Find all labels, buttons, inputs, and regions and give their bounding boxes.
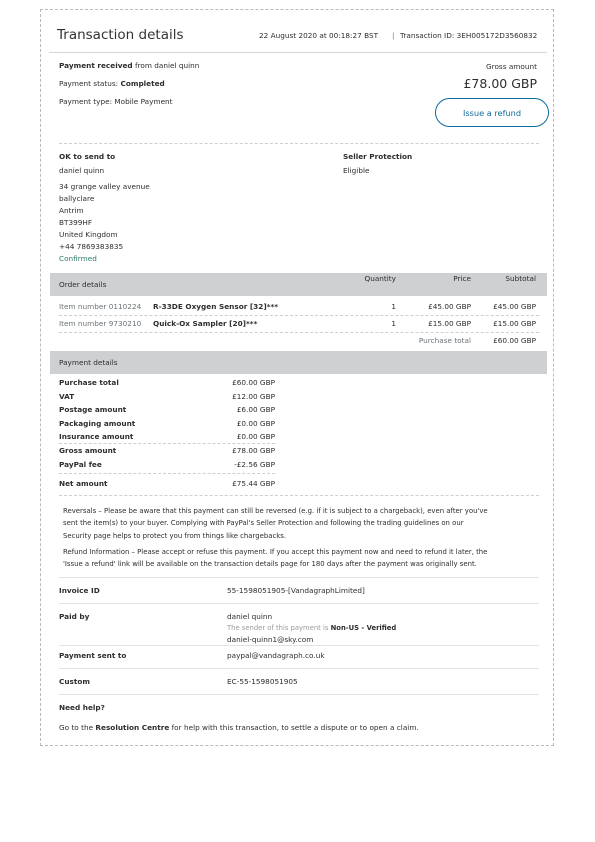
payment-received — [59, 61, 199, 70]
paid-by-note — [227, 624, 396, 632]
row-divider — [59, 332, 539, 333]
header-separator: | — [392, 31, 395, 40]
help-text-suffix: for help with this transaction, to settle a dispute or to open a claim. — [169, 723, 419, 732]
detail-label: PayPal fee — [59, 460, 102, 469]
payment-details-heading: Payment details — [59, 358, 118, 367]
address-status: Confirmed — [59, 254, 97, 263]
transaction-datetime: 22 August 2020 at 00:18:27 BST — [259, 31, 379, 40]
need-help-heading: Need help? — [59, 703, 105, 712]
payment-received-label: Payment received — [59, 61, 133, 70]
gross-amount-label: Gross amount — [485, 62, 537, 71]
detail-value: £75.44 GBP — [232, 479, 275, 488]
order-details-heading: Order details — [59, 280, 107, 289]
detail-label: Postage amount — [59, 405, 127, 414]
refund-note — [63, 546, 487, 571]
paid-by-email: daniel-quinn1@sky.com — [227, 635, 314, 644]
paid-by-note-prefix: The sender of this payment is — [227, 624, 331, 632]
col-price: Price — [453, 274, 471, 283]
subtotal-divider — [59, 443, 275, 444]
custom-label: Custom — [59, 677, 90, 686]
note-line: 'Issue a refund' link will be available on the transaction details page for 180 days after the payment was originally sent. — [63, 560, 477, 569]
detail-value: £12.00 GBP — [232, 392, 275, 401]
seller-protection-heading: Seller Protection — [343, 152, 413, 161]
note-line: Refund Information – Please accept or refuse this payment. If you accept this payment now and need to refund it later, the — [63, 548, 488, 556]
issue-refund-button[interactable]: Issue a refund — [435, 98, 549, 127]
item-name: R-33DE Oxygen Sensor [32]*** — [153, 302, 279, 311]
phone-number: +44 7869383835 — [59, 242, 124, 251]
row-divider — [59, 315, 539, 316]
item-number: Item number 0110224 — [59, 302, 142, 311]
detail-value: £0.00 GBP — [236, 419, 275, 428]
item-price: £15.00 GBP — [428, 319, 471, 328]
ship-to-name: daniel quinn — [59, 166, 105, 175]
payment-type-value: Mobile Payment — [114, 97, 173, 106]
detail-value: £6.00 GBP — [236, 405, 275, 414]
note-line: Security page helps to protect you from things like chargebacks. — [63, 531, 287, 540]
detail-label: Purchase total — [59, 378, 119, 387]
item-name: Quick-Ox Sampler [20]*** — [153, 319, 258, 328]
verification-status: Non-US - Verified — [330, 624, 397, 632]
note-line: sent the item(s) to your buyer. Complying with PayPal's Seller Protection and following the trading guidelines on our — [63, 519, 464, 528]
page-title: Transaction details — [57, 27, 184, 43]
address-line: BT399HF — [59, 218, 93, 227]
header-divider — [49, 52, 547, 53]
detail-label: Packaging amount — [59, 419, 136, 428]
item-subtotal: £15.00 GBP — [493, 319, 536, 328]
reversals-note — [63, 505, 488, 542]
seller-protection-value: Eligible — [343, 166, 370, 175]
address-line: United Kingdom — [59, 230, 118, 239]
payment-sent-to-value: paypal@vandagraph.co.uk — [227, 651, 325, 660]
address-line: ballyclare — [59, 194, 95, 203]
order-details-header — [50, 273, 547, 296]
detail-label: VAT — [59, 392, 75, 401]
note-line: Reversals – Please be aware that this payment can still be reversed (e.g. if it is subject to a chargeback), even after you've — [63, 507, 488, 515]
detail-label: Net amount — [59, 479, 108, 488]
invoice-id-value: 55-1598051905-[VandagraphLimited] — [227, 586, 365, 595]
detail-value: £0.00 GBP — [236, 432, 275, 441]
item-number: Item number 9730210 — [59, 319, 142, 328]
transaction-card — [40, 9, 554, 746]
item-subtotal: £45.00 GBP — [493, 302, 536, 311]
net-divider — [59, 473, 275, 474]
section-divider — [59, 143, 539, 144]
gross-amount-value: £78.00 GBP — [463, 76, 537, 91]
item-qty: 1 — [391, 302, 396, 311]
purchase-total-value: £60.00 GBP — [493, 336, 536, 345]
detail-value: £60.00 GBP — [232, 378, 275, 387]
address-line: 34 grange valley avenue — [59, 182, 150, 191]
col-quantity: Quantity — [364, 274, 396, 283]
row-divider — [59, 603, 539, 604]
col-subtotal: Subtotal — [505, 274, 536, 283]
payment-status-value: Completed — [120, 79, 165, 88]
payment-received-from: from daniel quinn — [134, 61, 200, 70]
payment-type-label: Payment type: — [59, 97, 115, 106]
row-divider — [59, 645, 539, 646]
section-divider — [59, 495, 539, 496]
ship-to-heading: OK to send to — [59, 152, 116, 161]
detail-label: Insurance amount — [59, 432, 134, 441]
help-text — [59, 723, 419, 732]
detail-value: -£2.56 GBP — [234, 460, 275, 469]
transaction-id: Transaction ID: 3EH005172D3560832 — [400, 31, 538, 40]
payment-status-label: Payment status: — [59, 79, 121, 88]
payment-status — [59, 79, 165, 88]
payment-details-header — [50, 351, 547, 374]
row-divider — [59, 694, 539, 695]
detail-label: Gross amount — [59, 446, 117, 455]
item-qty: 1 — [391, 319, 396, 328]
item-price: £45.00 GBP — [428, 302, 471, 311]
payment-sent-to-label: Payment sent to — [59, 651, 127, 660]
paid-by-label: Paid by — [59, 612, 90, 621]
payment-type — [59, 97, 173, 106]
help-text-prefix: Go to the — [59, 723, 96, 732]
row-divider — [59, 668, 539, 669]
detail-value: £78.00 GBP — [232, 446, 275, 455]
paid-by-name: daniel quinn — [227, 612, 273, 621]
purchase-total-label: Purchase total — [418, 336, 471, 345]
address-line: Antrim — [59, 206, 84, 215]
custom-value: EC-55-1598051905 — [227, 677, 298, 686]
resolution-centre-link[interactable]: Resolution Centre — [95, 723, 170, 732]
section-divider — [59, 577, 539, 578]
invoice-id-label: Invoice ID — [59, 586, 100, 595]
